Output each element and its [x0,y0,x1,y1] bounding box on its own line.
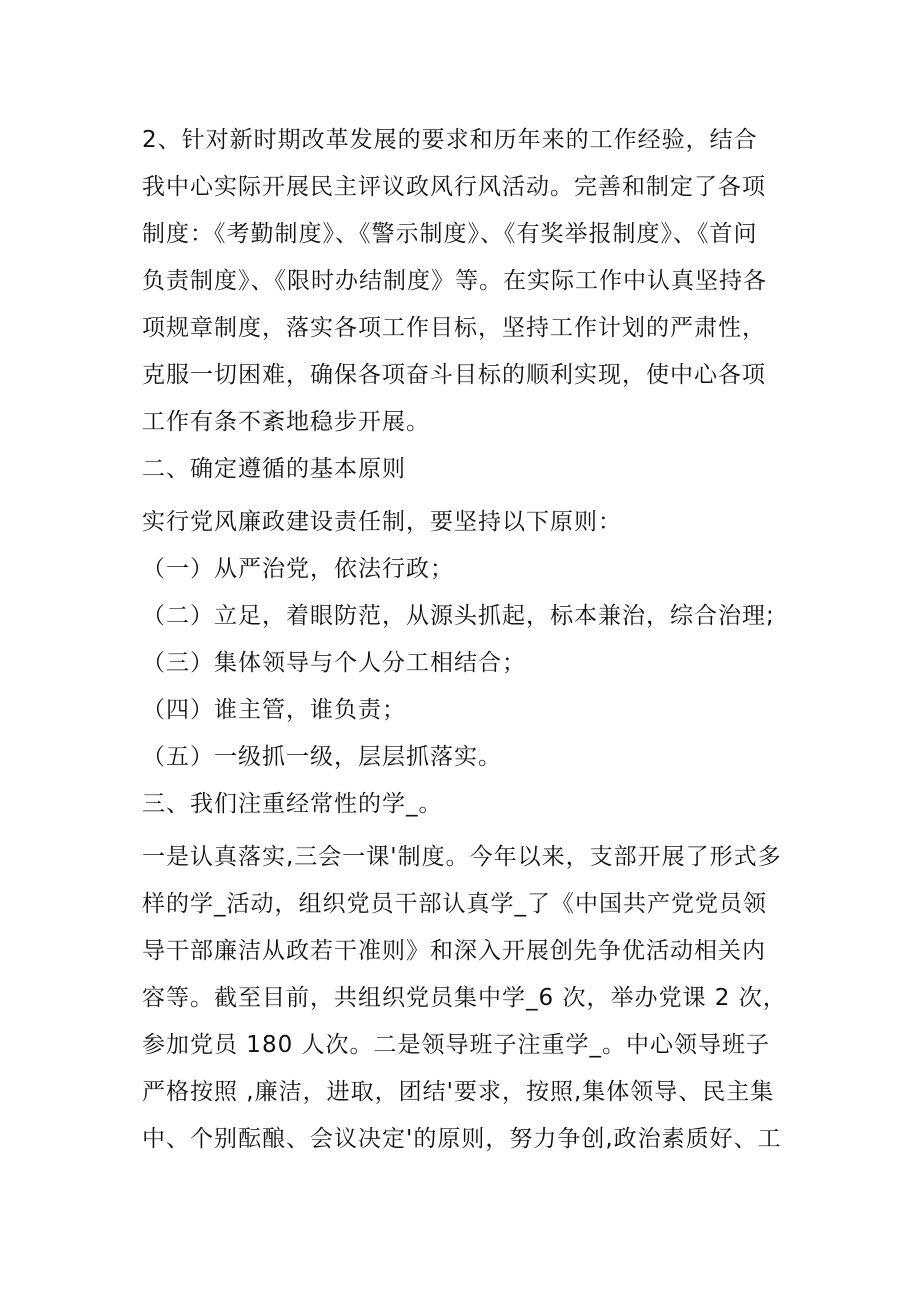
text-line: 容等。截至目前，共组织党员集中学_6 次，举办党课 2 次， [142,985,787,1011]
text-line: 负责制度》、《限时办结制度》等。在实际工作中认真坚持各 [142,268,767,294]
principle-item: （三）集体领导与个人分工相结合； [142,650,526,676]
principle-item: （四）谁主管，谁负责； [142,697,406,723]
text-line: 参加党员 180 人次。二是领导班子注重学_。中心领导班子 [142,1032,771,1058]
text-line: 导干部廉洁从政若干准则》和深入开展创先争优活动相关内 [142,938,766,964]
text-line: 样的学_活动，组织党员干部认真学_了《中国共产党党员领 [142,891,767,917]
text-line: 严格按照 ,廉洁，进取，团结'要求，按照,集体领导、民主集 [142,1079,775,1105]
text-line: 中、个别酝酿、会议决定'的原则，努力争创,政治素质好、工 [142,1126,782,1152]
principle-item: （五）一级抓一级，层层抓落实。 [142,744,502,770]
text-line: 制度：《考勤制度》、《警示制度》、《有奖举报制度》、《首问 [142,221,758,247]
text-line: 工作有条不紊地稳步开展。 [142,409,430,435]
principle-item: （一）从严治党，依法行政； [142,556,454,582]
text-line: 2、针对新时期改革发展的要求和历年来的工作经验，结合 [142,127,758,153]
text-line: 实行党风廉政建设责任制，要坚持以下原则： [142,509,622,535]
text-line: 我中心实际开展民主评议政风行风活动。完善和制定了各项 [142,174,766,200]
text-line: 项规章制度，落实各项工作目标，坚持工作计划的严肃性， [142,315,766,341]
section-heading: 三、我们注重经常性的学_。 [142,791,443,817]
text-line: 一是认真落实,三会一课'制度。今年以来，支部开展了形式多 [142,844,782,870]
text-line: 克服一切困难，确保各项奋斗目标的顺利实现，使中心各项 [142,362,766,388]
section-heading: 二、确定遵循的基本原则 [142,456,406,482]
principle-item: （二）立足，着眼防范，从源头抓起，标本兼治，综合治理; [142,603,775,629]
